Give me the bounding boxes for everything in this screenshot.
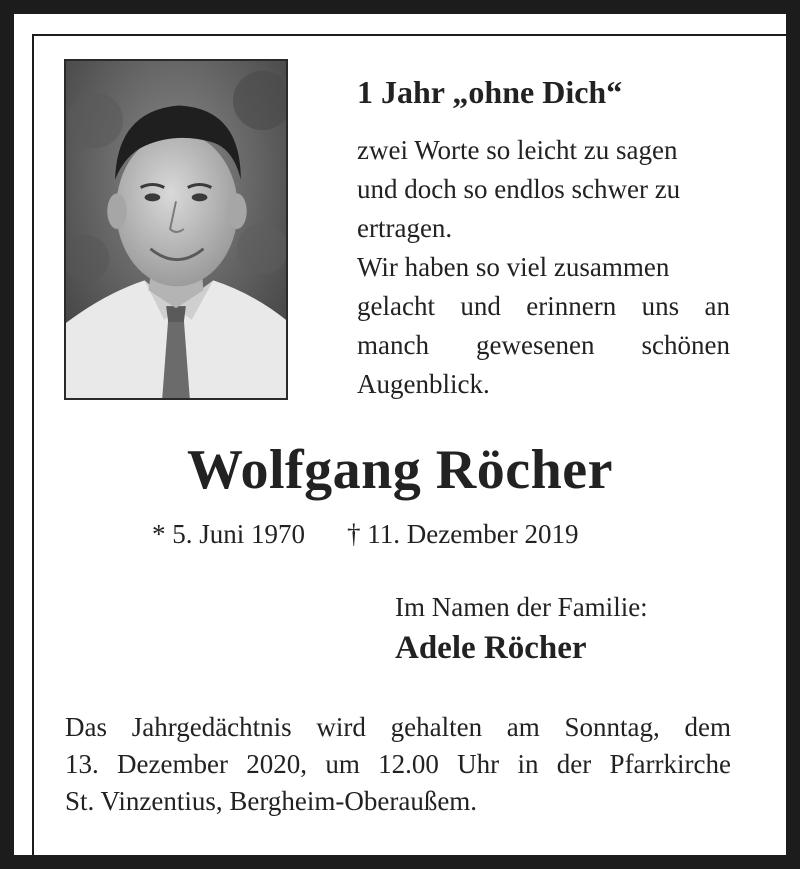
family-signatory: Adele Röcher <box>395 630 587 666</box>
notice-line: Das Jahrgedächtnis wird gehalten am Sonntag, dem <box>65 712 731 742</box>
poem-line: zwei Worte so leicht zu sagen <box>357 135 678 165</box>
birth-date: * 5. Juni 1970 <box>152 519 306 549</box>
notice-line: St. Vinzentius, Bergheim-Oberaußem. <box>65 786 478 816</box>
portrait-illustration <box>66 61 286 398</box>
poem-line: Wir haben so viel zusammen <box>357 252 670 282</box>
death-date: † 11. Dezember 2019 <box>347 519 579 549</box>
life-dates <box>152 519 578 550</box>
deceased-name: Wolfgang Röcher <box>187 439 613 501</box>
memorial-notice <box>65 709 731 820</box>
notice-line: 13. Dezember 2020, um 12.00 Uhr in der Pfarrkirche <box>65 749 731 779</box>
poem-line: manch gewesenen schönen <box>357 330 730 360</box>
portrait-photo <box>64 59 288 400</box>
poem-line: ertragen. <box>357 213 453 243</box>
poem-title: 1 Jahr „ohne Dich“ <box>357 74 623 110</box>
family-intro: Im Namen der Familie: <box>395 592 648 622</box>
poem-line: Augenblick. <box>357 369 490 399</box>
poem-text <box>357 131 730 404</box>
poem-line: gelacht und erinnern uns an <box>357 291 730 321</box>
poem-line: und doch so endlos schwer zu <box>357 174 681 204</box>
